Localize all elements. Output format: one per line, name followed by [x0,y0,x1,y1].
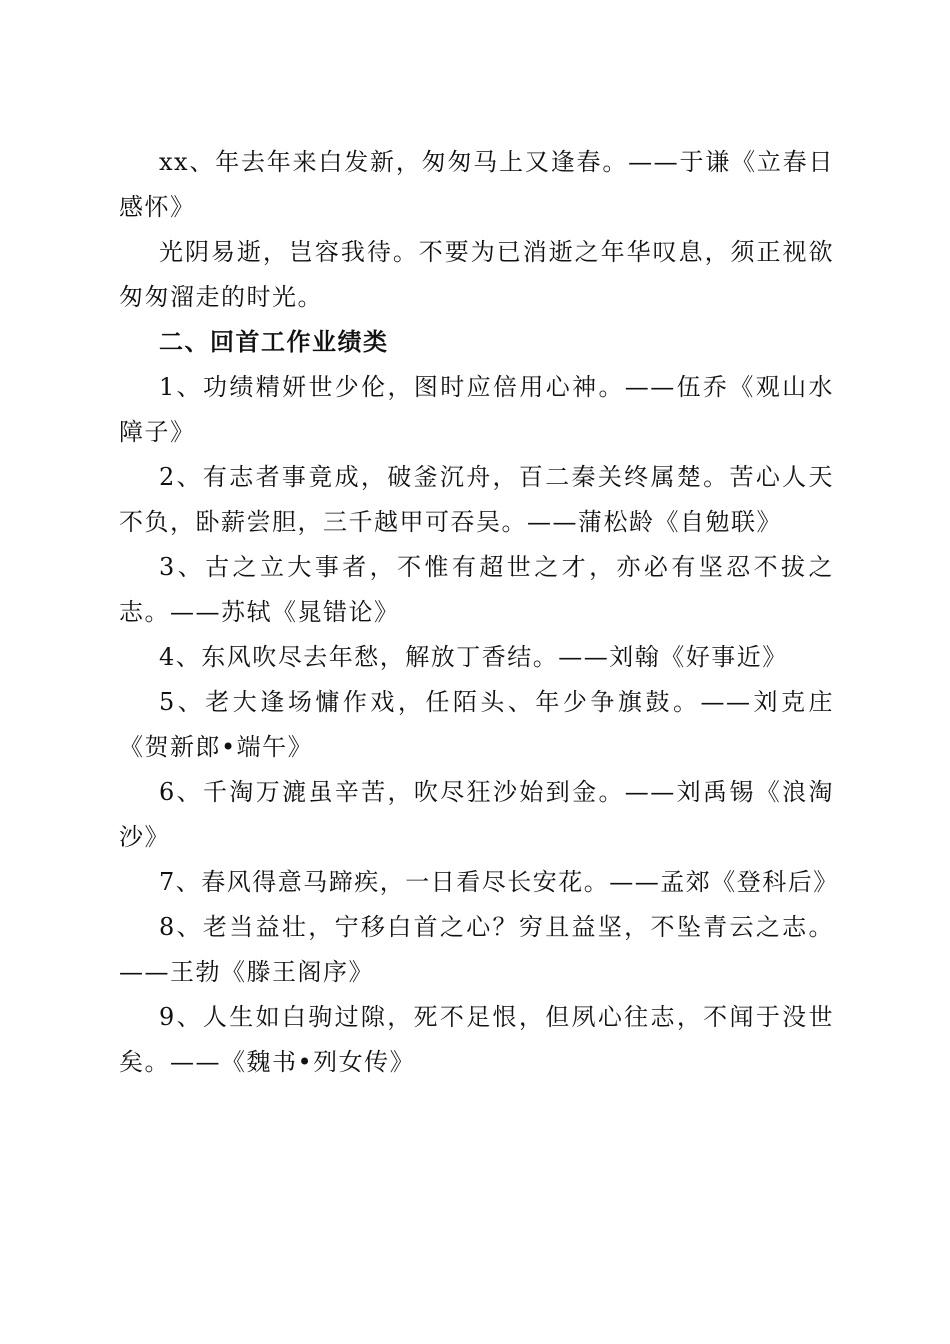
quote-item: 4、东风吹尽去年愁，解放丁香结。——刘翰《好事近》 [159,643,788,671]
quote-item: 9、人生如白驹过隙，死不足恨，但夙心往志，不闻于没世矣。——《魏书•列女传》 [119,1003,834,1076]
quote-item: 8、老当益壮，宁移白首之心？穷且益坚，不坠青云之志。——王勃《滕王阁序》 [119,913,834,986]
quote-item: 2、有志者事竟成，破釜沉舟，百二秦关终属楚。苦心人天不负，卧薪尝胆，三千越甲可吞吴。——蒲松龄《自勉联》 [119,463,834,536]
section-heading: 二、回首工作业绩类 [159,328,389,356]
quote-item: 1、功绩精妍世少伦，图时应倍用心神。——伍乔《观山水障子》 [119,373,834,446]
intro-paragraph: 光阴易逝，岂容我待。不要为已消逝之年华叹息，须正视欲匆匆溜走的时光。 [119,238,834,311]
document-body [119,140,839,1085]
quote-item: 5、老大逢场慵作戏，任陌头、年少争旗鼓。——刘克庄《贺新郎•端午》 [119,688,834,761]
quote-item: 3、古之立大事者，不惟有超世之才，亦必有坚忍不拔之志。——苏轼《晁错论》 [119,553,834,626]
intro-paragraph: xx、年去年来白发新，匆匆马上又逢春。——于谦《立春日感怀》 [119,148,834,221]
quote-item: 7、春风得意马蹄疾，一日看尽长安花。——孟郊《登科后》 [159,868,839,896]
quote-item: 6、千淘万漉虽辛苦，吹尽狂沙始到金。——刘禹锡《浪淘沙》 [119,778,834,851]
